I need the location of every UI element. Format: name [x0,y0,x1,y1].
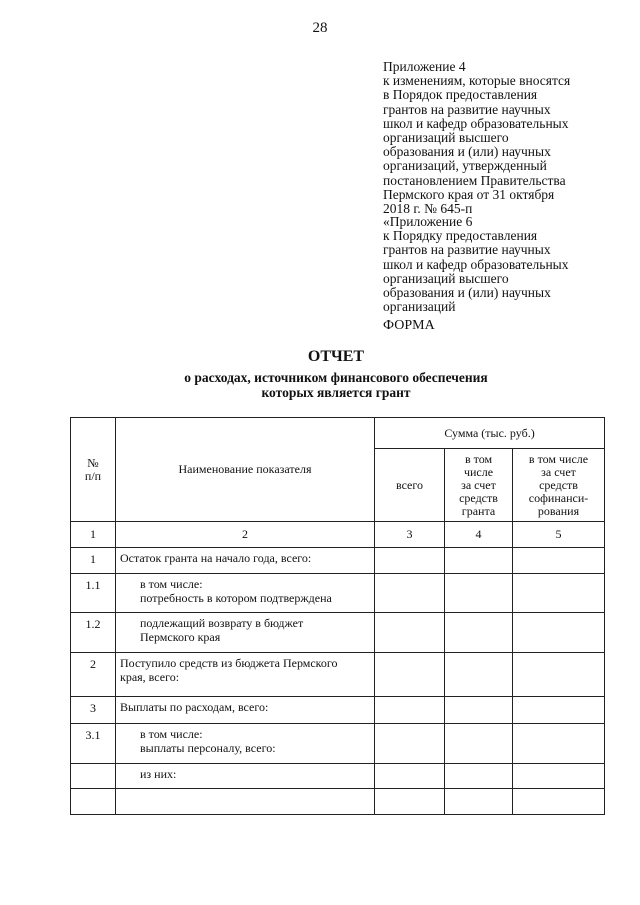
row-indicator-line: Пермского края [140,629,221,644]
header-cofin-line: рования [537,503,580,518]
row-number: 1.1 [71,574,116,613]
row-number: 1 [71,548,116,574]
row-indicator-name [116,724,375,764]
header-cofin-line: в том числе [528,451,589,466]
cell-cofinancing [513,613,605,653]
cell-total [375,548,445,574]
row-indicator-name [116,613,375,653]
column-number: 3 [375,522,445,548]
row-indicator-line: выплаты персоналу, всего: [140,740,276,755]
header-cofin-line: софинанси- [528,490,589,505]
report-subtitle-line: которых является грант [261,384,411,400]
cell-grant [445,653,513,697]
row-indicator-line: Поступило средств из бюджета Пермского [120,656,338,670]
header-grant-line: за счет [461,477,496,492]
expense-report-table [70,417,605,815]
row-number: 2 [71,653,116,697]
cell-cofinancing [513,724,605,764]
header-grant [445,449,513,522]
row-indicator-name [116,548,375,574]
row-indicator-name [116,789,375,815]
table-row [71,653,605,697]
cell-cofinancing [513,764,605,789]
header-num-line: п/п [84,468,102,483]
appendix-4-line: постановлением Правительства [383,172,566,188]
cell-grant [445,789,513,815]
report-subtitle-line: о расходах, источником финансового обеспечения [184,370,488,385]
appendix-6-line: образования и (или) научных [383,285,551,301]
cell-cofinancing [513,548,605,574]
appendix-4-line: к изменениям, которые вносятся [383,73,571,89]
appendix-4-line: Приложение 4 [383,59,466,74]
row-indicator-name [116,764,375,789]
column-number-row [71,522,605,548]
appendix-4-line: организаций, утвержденный [383,158,547,174]
row-indicator-name [116,697,375,724]
table-row [71,724,605,764]
header-total: всего [375,449,445,522]
report-title: ОТЧЕТ [307,348,365,365]
header-grant-line: числе [463,464,494,479]
appendix-6-line: «Приложение 6 [383,214,473,229]
cell-grant [445,764,513,789]
cell-cofinancing [513,789,605,815]
row-indicator-line: подлежащий возврату в бюджет [140,616,304,630]
report-subtitle [0,371,640,400]
row-number: 1.2 [71,613,116,653]
appendix-6-line: организаций [383,299,456,315]
cell-total [375,789,445,815]
appendix-6-line: грантов на развитие научных [383,242,551,258]
page-number: 28 [312,20,328,36]
cell-cofinancing [513,697,605,724]
row-indicator-line: края, всего: [120,669,180,684]
table-row [71,764,605,789]
column-number: 4 [445,522,513,548]
table-row [71,548,605,574]
appendix-4-line: в Порядок предоставления [383,87,538,103]
header-grant-line: средств [459,490,498,505]
header-cofin-line: за счет [541,464,576,479]
row-indicator-line: потребность в котором подтверждена [140,590,332,605]
cell-cofinancing [513,574,605,613]
appendix-4-line: школ и кафедр образовательных [383,115,569,131]
appendix-6-block [383,215,623,314]
row-indicator-line: Остаток гранта на начало года, всего: [120,551,312,565]
row-number [71,764,116,789]
row-indicator-line: из них: [140,767,177,781]
header-cofinancing [513,449,605,522]
row-indicator-line: в том числе: [140,577,203,591]
cell-total [375,613,445,653]
cell-grant [445,724,513,764]
appendix-6-line: школ и кафедр образовательных [383,256,569,272]
appendix-6-line: организаций высшего [383,270,509,286]
table-header-row [71,418,605,449]
cell-total [375,697,445,724]
appendix-4-line: образования и (или) научных [383,144,551,160]
appendix-6-line: к Порядку предоставления [383,228,538,244]
column-number: 2 [116,522,375,548]
cell-grant [445,574,513,613]
table-row [71,574,605,613]
row-indicator-line: в том числе: [140,727,203,741]
cell-grant [445,697,513,724]
column-number: 1 [71,522,116,548]
appendix-4-line: 2018 г. № 645-п [383,201,473,217]
cell-total [375,653,445,697]
table-row [71,613,605,653]
cell-grant [445,613,513,653]
header-name: Наименование показателя [116,418,375,522]
row-indicator-line: Выплаты по расходам, всего: [120,700,269,714]
row-number: 3.1 [71,724,116,764]
header-grant-line: в том [464,451,493,466]
appendix-4-block [383,60,623,216]
cell-total [375,574,445,613]
header-grant-line: гранта [461,503,496,518]
row-indicator-name [116,574,375,613]
header-num [71,418,116,522]
header-sum: Сумма (тыс. руб.) [375,418,605,449]
form-label: ФОРМА [383,318,435,333]
appendix-4-line: грантов на развитие научных [383,101,551,117]
cell-cofinancing [513,653,605,697]
row-number [71,789,116,815]
header-cofin-line: средств [539,477,578,492]
appendix-4-line: Пермского края от 31 октября [383,186,555,202]
cell-total [375,724,445,764]
column-number: 5 [513,522,605,548]
row-indicator-name [116,653,375,697]
cell-total [375,764,445,789]
row-number: 3 [71,697,116,724]
cell-grant [445,548,513,574]
table-row [71,789,605,815]
appendix-4-line: организаций высшего [383,130,509,146]
table-row [71,697,605,724]
header-num-line: № [87,455,99,470]
